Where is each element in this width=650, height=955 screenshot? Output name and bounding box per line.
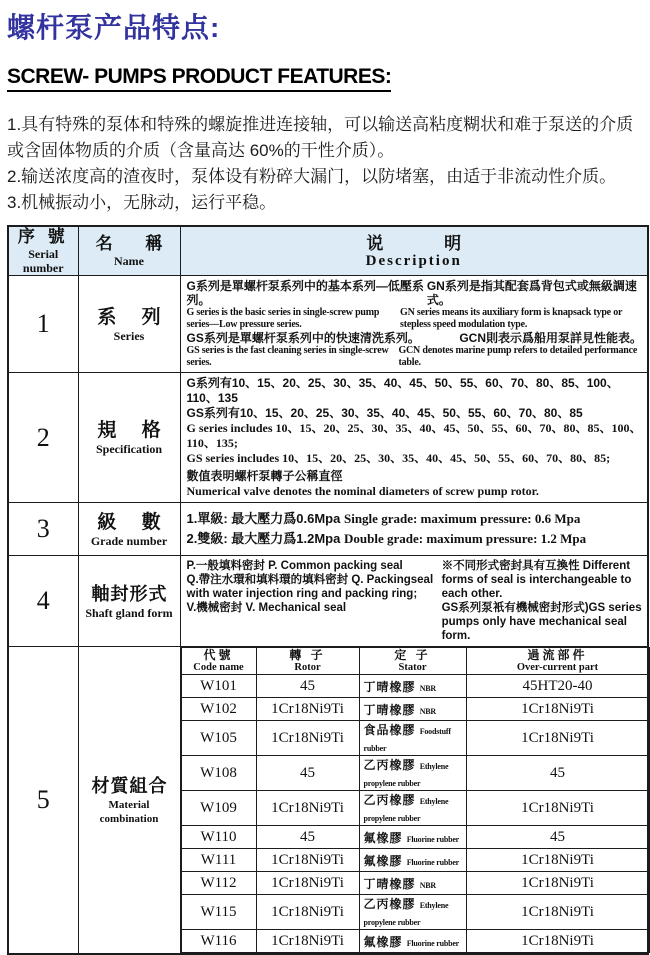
row-grade bbox=[8, 503, 648, 556]
row-grade-number: 3 bbox=[8, 503, 78, 556]
stator-zh: 丁晴橡膠 bbox=[363, 876, 416, 891]
stator-zh: 氟橡膠 bbox=[363, 853, 403, 868]
rotor-cell: 1Cr18Ni9Ti bbox=[256, 721, 359, 756]
page-subtitle: SCREW- PUMPS PRODUCT FEATURES: bbox=[7, 65, 391, 92]
series-desc-zh-2: GN系列是指其配套爲背包式或無級調速式。 bbox=[426, 279, 637, 307]
stator-zh: 丁晴橡膠 bbox=[363, 679, 416, 694]
header-name-en: Name bbox=[114, 254, 144, 268]
series-desc-en-1: G series is the basic series in single-screw pump series—Low pressure series. bbox=[186, 307, 380, 330]
row-series-name-zh: 系 列 bbox=[97, 306, 171, 328]
header-serial-zh: 序 號 bbox=[17, 227, 69, 246]
feature-item-1: 1.具有特殊的泵体和特殊的螺旋推进连接轴，可以输送高粘度糊状和难于泵送的介质或含固体物质的介质（含量高达 60%的干性介质）。 bbox=[7, 115, 634, 160]
row-shaft-seal-number: 4 bbox=[8, 556, 78, 647]
stator-zh: 氟橡膠 bbox=[363, 830, 403, 845]
code-cell: W115 bbox=[181, 895, 256, 930]
overcurrent-cell: 1Cr18Ni9Ti bbox=[466, 849, 649, 872]
grade-line-1-zh: 1.單級: 最大壓力爲0.6Mpa bbox=[186, 511, 341, 526]
grade-line-1-en: Single grade: maximum pressure: 0.6 Mpa bbox=[343, 511, 581, 526]
row-grade-name-en: Grade number bbox=[90, 533, 168, 548]
seal-note-block bbox=[442, 559, 642, 643]
code-cell: W105 bbox=[181, 721, 256, 756]
series-desc-en-2: GN series means its auxiliary form is knapsack type or stepless speed modulation type. bbox=[400, 307, 623, 330]
rotor-cell: 1Cr18Ni9Ti bbox=[256, 698, 359, 721]
stator-en: NBR bbox=[419, 706, 436, 716]
series-desc-en-3: GS series is the fast cleaning series in single-screw series. bbox=[186, 345, 389, 368]
material-header-code-en: Code name bbox=[193, 661, 244, 673]
table-header-row bbox=[8, 226, 648, 276]
row-specification-name-en: Specification bbox=[96, 442, 162, 456]
seal-types-block bbox=[187, 559, 442, 643]
spec-line-5: 數值表明螺杆泵轉子公稱直徑 bbox=[186, 469, 343, 483]
material-header-stator-en: Stator bbox=[398, 661, 427, 673]
stator-cell bbox=[359, 930, 466, 953]
rotor-cell: 1Cr18Ni9Ti bbox=[256, 930, 359, 953]
row-material-name bbox=[78, 647, 180, 955]
overcurrent-cell: 1Cr18Ni9Ti bbox=[466, 791, 649, 826]
row-series bbox=[8, 276, 648, 373]
code-cell: W111 bbox=[181, 849, 256, 872]
row-shaft-seal-name-en: Shaft gland form bbox=[85, 605, 173, 620]
row-shaft-seal bbox=[8, 556, 648, 647]
stator-zh: 食品橡膠 bbox=[363, 723, 416, 737]
stator-cell bbox=[359, 698, 466, 721]
stator-cell bbox=[359, 826, 466, 849]
material-row-w110 bbox=[181, 826, 649, 849]
seal-note-2: GS系列泵衹有機械密封形式)GS series pumps only have mechanical seal form. bbox=[441, 602, 642, 642]
stator-cell bbox=[359, 675, 466, 698]
material-header-code bbox=[181, 648, 256, 675]
rotor-cell: 1Cr18Ni9Ti bbox=[256, 872, 359, 895]
material-header-overcurrent-en: Over-current part bbox=[516, 661, 599, 673]
spec-line-2: GS系列有10、15、20、25、30、35、40、45、50、55、60、70、80、85 bbox=[186, 406, 583, 420]
material-row-w101 bbox=[181, 675, 649, 698]
material-header-rotor bbox=[256, 648, 359, 675]
row-grade-name bbox=[78, 503, 180, 556]
seal-note-1: ※不同形式密封具有互換性 Different forms of seal is interchangeable to each other. bbox=[441, 560, 632, 600]
row-shaft-seal-name-zh: 軸封形式 bbox=[91, 583, 168, 604]
series-desc-zh-3: GS系列是單螺杆泵系列中的快速清洗系列。 bbox=[186, 331, 420, 345]
overcurrent-cell: 1Cr18Ni9Ti bbox=[466, 895, 649, 930]
feature-item-2: 2.输送浓度高的渣夜时，泵体设有粉碎大漏门，以防堵塞，由适于非流动性介质。 bbox=[7, 167, 617, 186]
feature-item-3: 3.机械振动小，无脉动，运行平稳。 bbox=[7, 193, 277, 212]
row-grade-description bbox=[180, 503, 648, 556]
header-description-en: Description bbox=[365, 253, 462, 269]
series-desc-zh-4: GCN則表示爲船用泵詳見性能表。 bbox=[459, 331, 642, 345]
stator-en: Ethylene propylene rubber bbox=[363, 762, 449, 788]
stator-en: NBR bbox=[419, 683, 436, 693]
stator-zh: 乙丙橡膠 bbox=[363, 758, 416, 772]
stator-en: Ethylene propylene rubber bbox=[363, 901, 449, 927]
rotor-cell: 45 bbox=[256, 756, 359, 791]
row-shaft-seal-description bbox=[180, 556, 648, 647]
material-header-row bbox=[181, 648, 649, 675]
material-table-cell bbox=[180, 647, 648, 955]
material-header-rotor-en: Rotor bbox=[294, 661, 321, 673]
feature-list bbox=[7, 112, 650, 216]
stator-en: NBR bbox=[419, 880, 436, 890]
grade-line-2-zh: 2.雙級: 最大壓力爲1.2Mpa bbox=[186, 531, 341, 546]
row-material-name-zh: 材質組合 bbox=[91, 775, 168, 796]
row-material bbox=[8, 647, 648, 955]
stator-zh: 丁晴橡膠 bbox=[363, 702, 416, 717]
rotor-cell: 45 bbox=[256, 826, 359, 849]
stator-cell bbox=[359, 791, 466, 826]
rotor-cell: 45 bbox=[256, 675, 359, 698]
material-row-w108 bbox=[181, 756, 649, 791]
grade-line-2-en: Double grade: maximum pressure: 1.2 Mpa bbox=[343, 531, 587, 546]
row-grade-name-zh: 級 數 bbox=[97, 511, 171, 533]
material-row-w112 bbox=[181, 872, 649, 895]
spec-line-3: G series includes 10、15、20、25、30、35、40、45、50、55、60、70、80、85、100、110、135; bbox=[186, 421, 642, 450]
code-cell: W116 bbox=[181, 930, 256, 953]
material-row-w109 bbox=[181, 791, 649, 826]
header-description-zh: 说 明 bbox=[366, 234, 490, 253]
material-header-overcurrent-zh: 過流部件 bbox=[527, 647, 588, 662]
spec-line-1: G系列有10、15、20、25、30、35、40、45、50、55、60、70、80、85、100、110、135 bbox=[186, 376, 619, 405]
row-specification bbox=[8, 373, 648, 503]
overcurrent-cell: 1Cr18Ni9Ti bbox=[466, 930, 649, 953]
header-name-zh: 名 稱 bbox=[95, 234, 177, 253]
header-name bbox=[78, 226, 180, 276]
stator-cell bbox=[359, 895, 466, 930]
spec-line-4: GS series includes 10、15、20、25、30、35、40、45、50、55、60、70、80、85; bbox=[186, 451, 611, 465]
rotor-cell: 1Cr18Ni9Ti bbox=[256, 895, 359, 930]
page-title: 螺杆泵产品特点: bbox=[7, 12, 221, 43]
stator-zh: 乙丙橡膠 bbox=[363, 793, 416, 807]
material-row-w105 bbox=[181, 721, 649, 756]
row-series-name-en: Series bbox=[113, 328, 145, 343]
overcurrent-cell: 45 bbox=[466, 756, 649, 791]
header-serial-en: Serial number bbox=[22, 247, 64, 275]
material-header-stator-zh: 定 子 bbox=[394, 647, 431, 662]
row-shaft-seal-name bbox=[78, 556, 180, 647]
overcurrent-cell: 1Cr18Ni9Ti bbox=[466, 872, 649, 895]
code-cell: W101 bbox=[181, 675, 256, 698]
row-specification-name-zh: 規 格 bbox=[97, 420, 171, 441]
code-cell: W112 bbox=[181, 872, 256, 895]
material-table bbox=[181, 647, 650, 953]
seal-type-v: V.機械密封 V. Mechanical seal bbox=[186, 602, 347, 614]
stator-cell bbox=[359, 872, 466, 895]
stator-en: Fluorine rubber bbox=[406, 834, 460, 844]
row-material-name-en: Material combination bbox=[99, 798, 159, 825]
series-desc-en-4: GCN denotes marine pump refers to detailed performance table. bbox=[398, 345, 638, 368]
overcurrent-cell: 1Cr18Ni9Ti bbox=[466, 721, 649, 756]
stator-cell bbox=[359, 721, 466, 756]
row-series-description bbox=[180, 276, 648, 373]
material-header-stator bbox=[359, 648, 466, 675]
stator-en: Ethylene propylene rubber bbox=[363, 797, 449, 823]
series-desc-zh-1: G系列是單螺杆泵系列中的基本系列—低壓系列。 bbox=[186, 279, 424, 307]
rotor-cell: 1Cr18Ni9Ti bbox=[256, 791, 359, 826]
overcurrent-cell: 45 bbox=[466, 826, 649, 849]
row-series-number: 1 bbox=[8, 276, 78, 373]
seal-type-p: P.一般填料密封 P. Common packing seal bbox=[186, 560, 403, 572]
rotor-cell: 1Cr18Ni9Ti bbox=[256, 849, 359, 872]
overcurrent-cell: 1Cr18Ni9Ti bbox=[466, 698, 649, 721]
material-row-w111 bbox=[181, 849, 649, 872]
stator-zh: 氟橡膠 bbox=[363, 934, 403, 949]
row-specification-number: 2 bbox=[8, 373, 78, 503]
stator-en: Fluorine rubber bbox=[406, 857, 460, 867]
material-header-overcurrent bbox=[466, 648, 649, 675]
code-cell: W110 bbox=[181, 826, 256, 849]
code-cell: W108 bbox=[181, 756, 256, 791]
stator-cell bbox=[359, 756, 466, 791]
header-serial bbox=[8, 226, 78, 276]
stator-cell bbox=[359, 849, 466, 872]
row-specification-description bbox=[180, 373, 648, 503]
overcurrent-cell: 45HT20-40 bbox=[466, 675, 649, 698]
spec-table bbox=[7, 225, 649, 955]
row-specification-name bbox=[78, 373, 180, 503]
spec-line-6: Numerical valve denotes the nominal diameters of screw pump rotor. bbox=[186, 484, 539, 498]
stator-en: Foodstuff rubber bbox=[363, 727, 451, 753]
header-description bbox=[180, 226, 648, 276]
material-header-code-zh: 代號 bbox=[203, 647, 234, 662]
material-header-rotor-zh: 轉 子 bbox=[289, 647, 326, 662]
code-cell: W109 bbox=[181, 791, 256, 826]
stator-zh: 乙丙橡膠 bbox=[363, 897, 416, 911]
material-row-w115 bbox=[181, 895, 649, 930]
seal-type-q: Q.帶注水環和填料環的填料密封 Q. Packingseal with water injection ring and packing ring; bbox=[186, 574, 434, 600]
stator-en: Fluorine rubber bbox=[406, 938, 460, 948]
material-row-w116 bbox=[181, 930, 649, 953]
code-cell: W102 bbox=[181, 698, 256, 721]
material-row-w102 bbox=[181, 698, 649, 721]
row-material-number: 5 bbox=[8, 647, 78, 955]
row-series-name bbox=[78, 276, 180, 373]
